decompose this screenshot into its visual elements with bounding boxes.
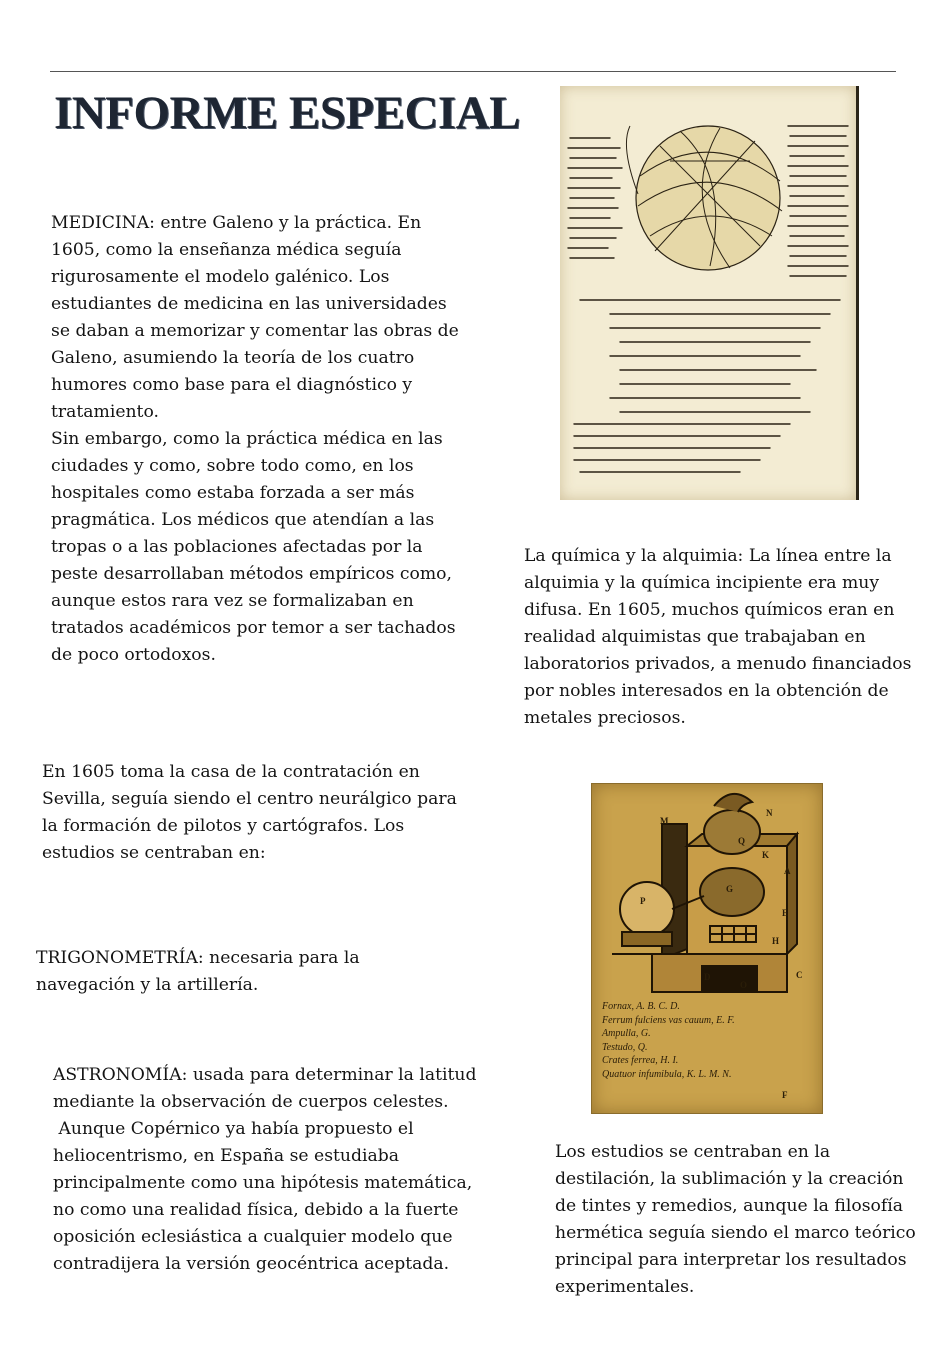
woodcut-letter-a: A [784,866,791,876]
medicina-paragraph-2: Sin embargo, como la práctica médica en las ciudades y como, sobre todo como, en los hospitales como estaba forzada a ser más pragmática. Los médicos que atendían a las tropas o a las poblaciones afectadas por la peste desarrollaban métodos empíricos como, aunque estos rara vez se formalizaban en tratados académicos por temor a ser tachados de poco ortodoxos. [51,429,456,665]
destilacion-section [555,1139,925,1301]
sevilla-section [42,759,462,867]
woodcut-letter-d: D [704,972,711,982]
woodcut-letter-g: G [726,884,734,894]
woodcut-letter-c: C [796,970,803,980]
medicina-paragraph-1: MEDICINA: entre Galeno y la práctica. En 1605, como la enseñanza médica seguía rigurosamente el modelo galénico. Los estudiantes de medicina en las universidades se daban a memorizar y comentar las obras de Galeno, asumiendo la teoría de los cuatro humores como base para el diagnóstico y tratamiento. [51,213,459,422]
manuscript-drawing [560,86,856,500]
astronomical-manuscript-image [560,86,859,500]
legend-line: Quatuor infumibula, K. L. M. N. [602,1068,732,1080]
woodcut-letter-q: Q [738,836,746,846]
woodcut-letter-h: H [772,936,780,946]
woodcut-letter-p: P [640,896,646,906]
header-rule [50,71,896,72]
woodcut-letter-k: K [762,850,770,860]
astronomia-paragraph-2: Aunque Copérnico ya había propuesto el heliocentrismo, en España se estudiaba principalmente como una hipótesis matemática, no como una realidad física, debido a la fuerte oposición eclesiástica a cualquier modelo que contradijera la versión geocéntrica aceptada. [53,1119,478,1274]
alchemical-furnace-woodcut [591,783,823,1114]
medicina-section [51,210,471,669]
legend-line: Fornax, A. B. C. D. [602,1001,680,1012]
sevilla-paragraph: En 1605 toma la casa de la contratación en Sevilla, seguía siendo el centro neurálgico para la formación de pilotos y cartógrafos. Los estudios se centraban en: [42,762,457,863]
woodcut-letter-e: E [782,908,789,918]
astronomia-section [53,1062,493,1278]
woodcut-letter-f: F [782,1090,788,1100]
trigonometria-section [36,945,456,999]
legend-line: Crates ferrea, H. I. [602,1055,679,1066]
woodcut-letter-n: N [766,808,773,818]
legend-line: Testudo, Q. [602,1041,648,1053]
astronomia-paragraph-1: ASTRONOMÍA: usada para determinar la latitud mediante la observación de cuerpos celestes. [53,1065,477,1112]
destilacion-paragraph: Los estudios se centraban en la destilación, la sublimación y la creación de tintes y remedios, aunque la filosofía hermética seguía siendo el marco teórico principal para interpretar los resultados experimentales. [555,1142,916,1297]
trigonometria-paragraph: TRIGONOMETRÍA: necesaria para la navegación y la artillería. [36,948,360,995]
quimica-section [524,543,914,732]
quimica-paragraph: La química y la alquimia: La línea entre la alquimia y la química incipiente era muy difusa. En 1605, muchos químicos eran en realidad alquimistas que trabajaban en laboratorios privados, a menudo financiados por nobles interesados en la obtención de metales preciosos. [524,546,912,728]
legend-line: Ferrum fulciens vas cauum, E. F. [602,1014,735,1026]
legend-line: Ampulla, G. [602,1028,651,1039]
page-title: INFORME ESPECIAL [54,87,520,139]
woodcut-letter-m: M [660,816,669,826]
woodcut-letter-o: O [740,980,748,990]
woodcut-legend [602,1000,817,1081]
